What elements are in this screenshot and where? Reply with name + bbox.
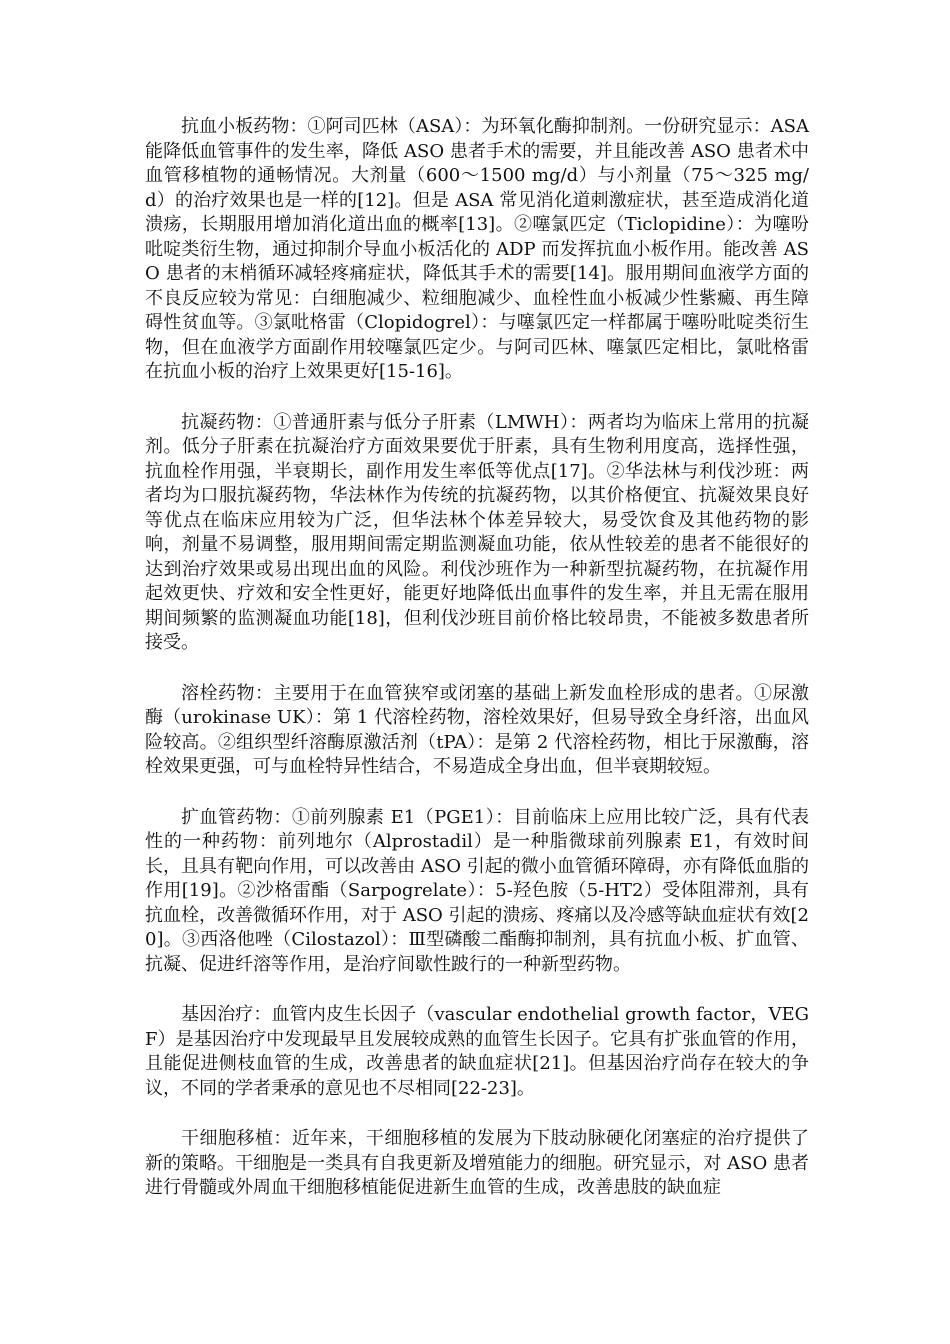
- paragraph-thrombolytic-drugs: 溶栓药物：主要用于在血管狭窄或闭塞的基础上新发血栓形成的患者。①尿激酶（urokinase UK）：第 1 代溶栓药物，溶栓效果好，但易导致全身纤溶，出血风险较高。②组织型纤溶酶原激活剂（tPA）：是第 2 代溶栓药物，相比于尿激酶，溶栓效果更强，可与血栓特异性结合，不易造成全身出血，但半衰期较短。: [145, 682, 809, 777]
- paragraph-antiplatelet-drugs: 抗血小板药物：①阿司匹林（ASA）：为环氧化酶抑制剂。一份研究显示：ASA 能降低血管事件的发生率，降低 ASO 患者手术的需要，并且能改善 ASO 患者术中血管移植物的通畅情况。大剂量（600～1500 mg/d）与小剂量（75～325 mg/d）的治疗效果也是一样的[12]。但是 ASA 常见消化道刺激症状，甚至造成消化道溃疡，长期服用增加消化道出血的概率[13]。②噻氯匹定（Ticlopidine）：为噻吩吡啶类衍生物，通过抑制介导血小板活化的 ADP 而发挥抗血小板作用。能改善 ASO 患者的末梢循环减轻疼痛症状，降低其手术的需要[14]。服用期间血液学方面的不良反应较为常见：白细胞减少、粒细胞减少、血栓性血小板减少性紫癜、再生障碍性贫血等。③氯吡格雷（Clopidogrel）：与噻氯匹定一样都属于噻吩吡啶类衍生物，但在血液学方面副作用较噻氯匹定少。与阿司匹林、噻氯匹定相比，氯吡格雷在抗血小板的治疗上效果更好[15-16]。: [145, 116, 809, 382]
- paragraph-anticoagulant-drugs: 抗凝药物：①普通肝素与低分子肝素（LMWH）：两者均为临床上常用的抗凝剂。低分子肝素在抗凝治疗方面效果要优于肝素，具有生物利用度高，选择性强，抗血栓作用强，半衰期长，副作用发生率低等优点[17]。②华法林与利伐沙班：两者均为口服抗凝药物，华法林作为传统的抗凝药物，以其价格便宜、抗凝效果良好等优点在临床应用较为广泛，但华法林个体差异较大，易受饮食及其他药物的影响，剂量不易调整，服用期间需定期监测凝血功能，依从性较差的患者不能很好的达到治疗效果或易出现出血的风险。利伐沙班作为一种新型抗凝药物，在抗凝作用起效更快、疗效和安全性更好，能更好地降低出血事件的发生率，并且无需在服用期间频繁的监测凝血功能[18]，但利伐沙班目前价格比较昂贵，不能被多数患者所接受。: [145, 411, 809, 653]
- document-page: [145, 115, 809, 1201]
- paragraph-gene-therapy: 基因治疗：血管内皮生长因子（vascular endothelial growth factor，VEGF）是基因治疗中发现最早且发展较成熟的血管生长因子。它具有扩张血管的作用，且能促进侧枝血管的生成，改善患者的缺血症状[21]。但基因治疗尚存在较大的争议，不同的学者秉承的意见也不尽相同[22-23]。: [145, 1004, 809, 1099]
- paragraph-stem-cell-transplant: 干细胞移植：近年来，干细胞移植的发展为下肢动脉硬化闭塞症的治疗提供了新的策略。干细胞是一类具有自我更新及增殖能力的细胞。研究显示，对 ASO 患者进行骨髓或外周血干细胞移植能促进新生血管的生成，改善患肢的缺血症: [145, 1128, 809, 1198]
- paragraph-vasodilator-drugs: 扩血管药物：①前列腺素 E1（PGE1）：目前临床上应用比较广泛，具有代表性的一种药物：前列地尔（Alprostadil）是一种脂微球前列腺素 E1，有效时间长，且具有靶向作用，可以改善由 ASO 引起的微小血管循环障碍，亦有降低血脂的作用[19]。②沙格雷酯（Sarpogrelate）：5-羟色胺（5-HT2）受体阻滞剂，具有抗血栓，改善微循环作用，对于 ASO 引起的溃疡、疼痛以及冷感等缺血症状有效[20]。③西洛他唑（Cilostazol）：Ⅲ型磷酸二酯酶抑制剂，具有抗血小板、扩血管、抗凝、促进纤溶等作用，是治疗间歇性跛行的一种新型药物。: [145, 806, 810, 975]
